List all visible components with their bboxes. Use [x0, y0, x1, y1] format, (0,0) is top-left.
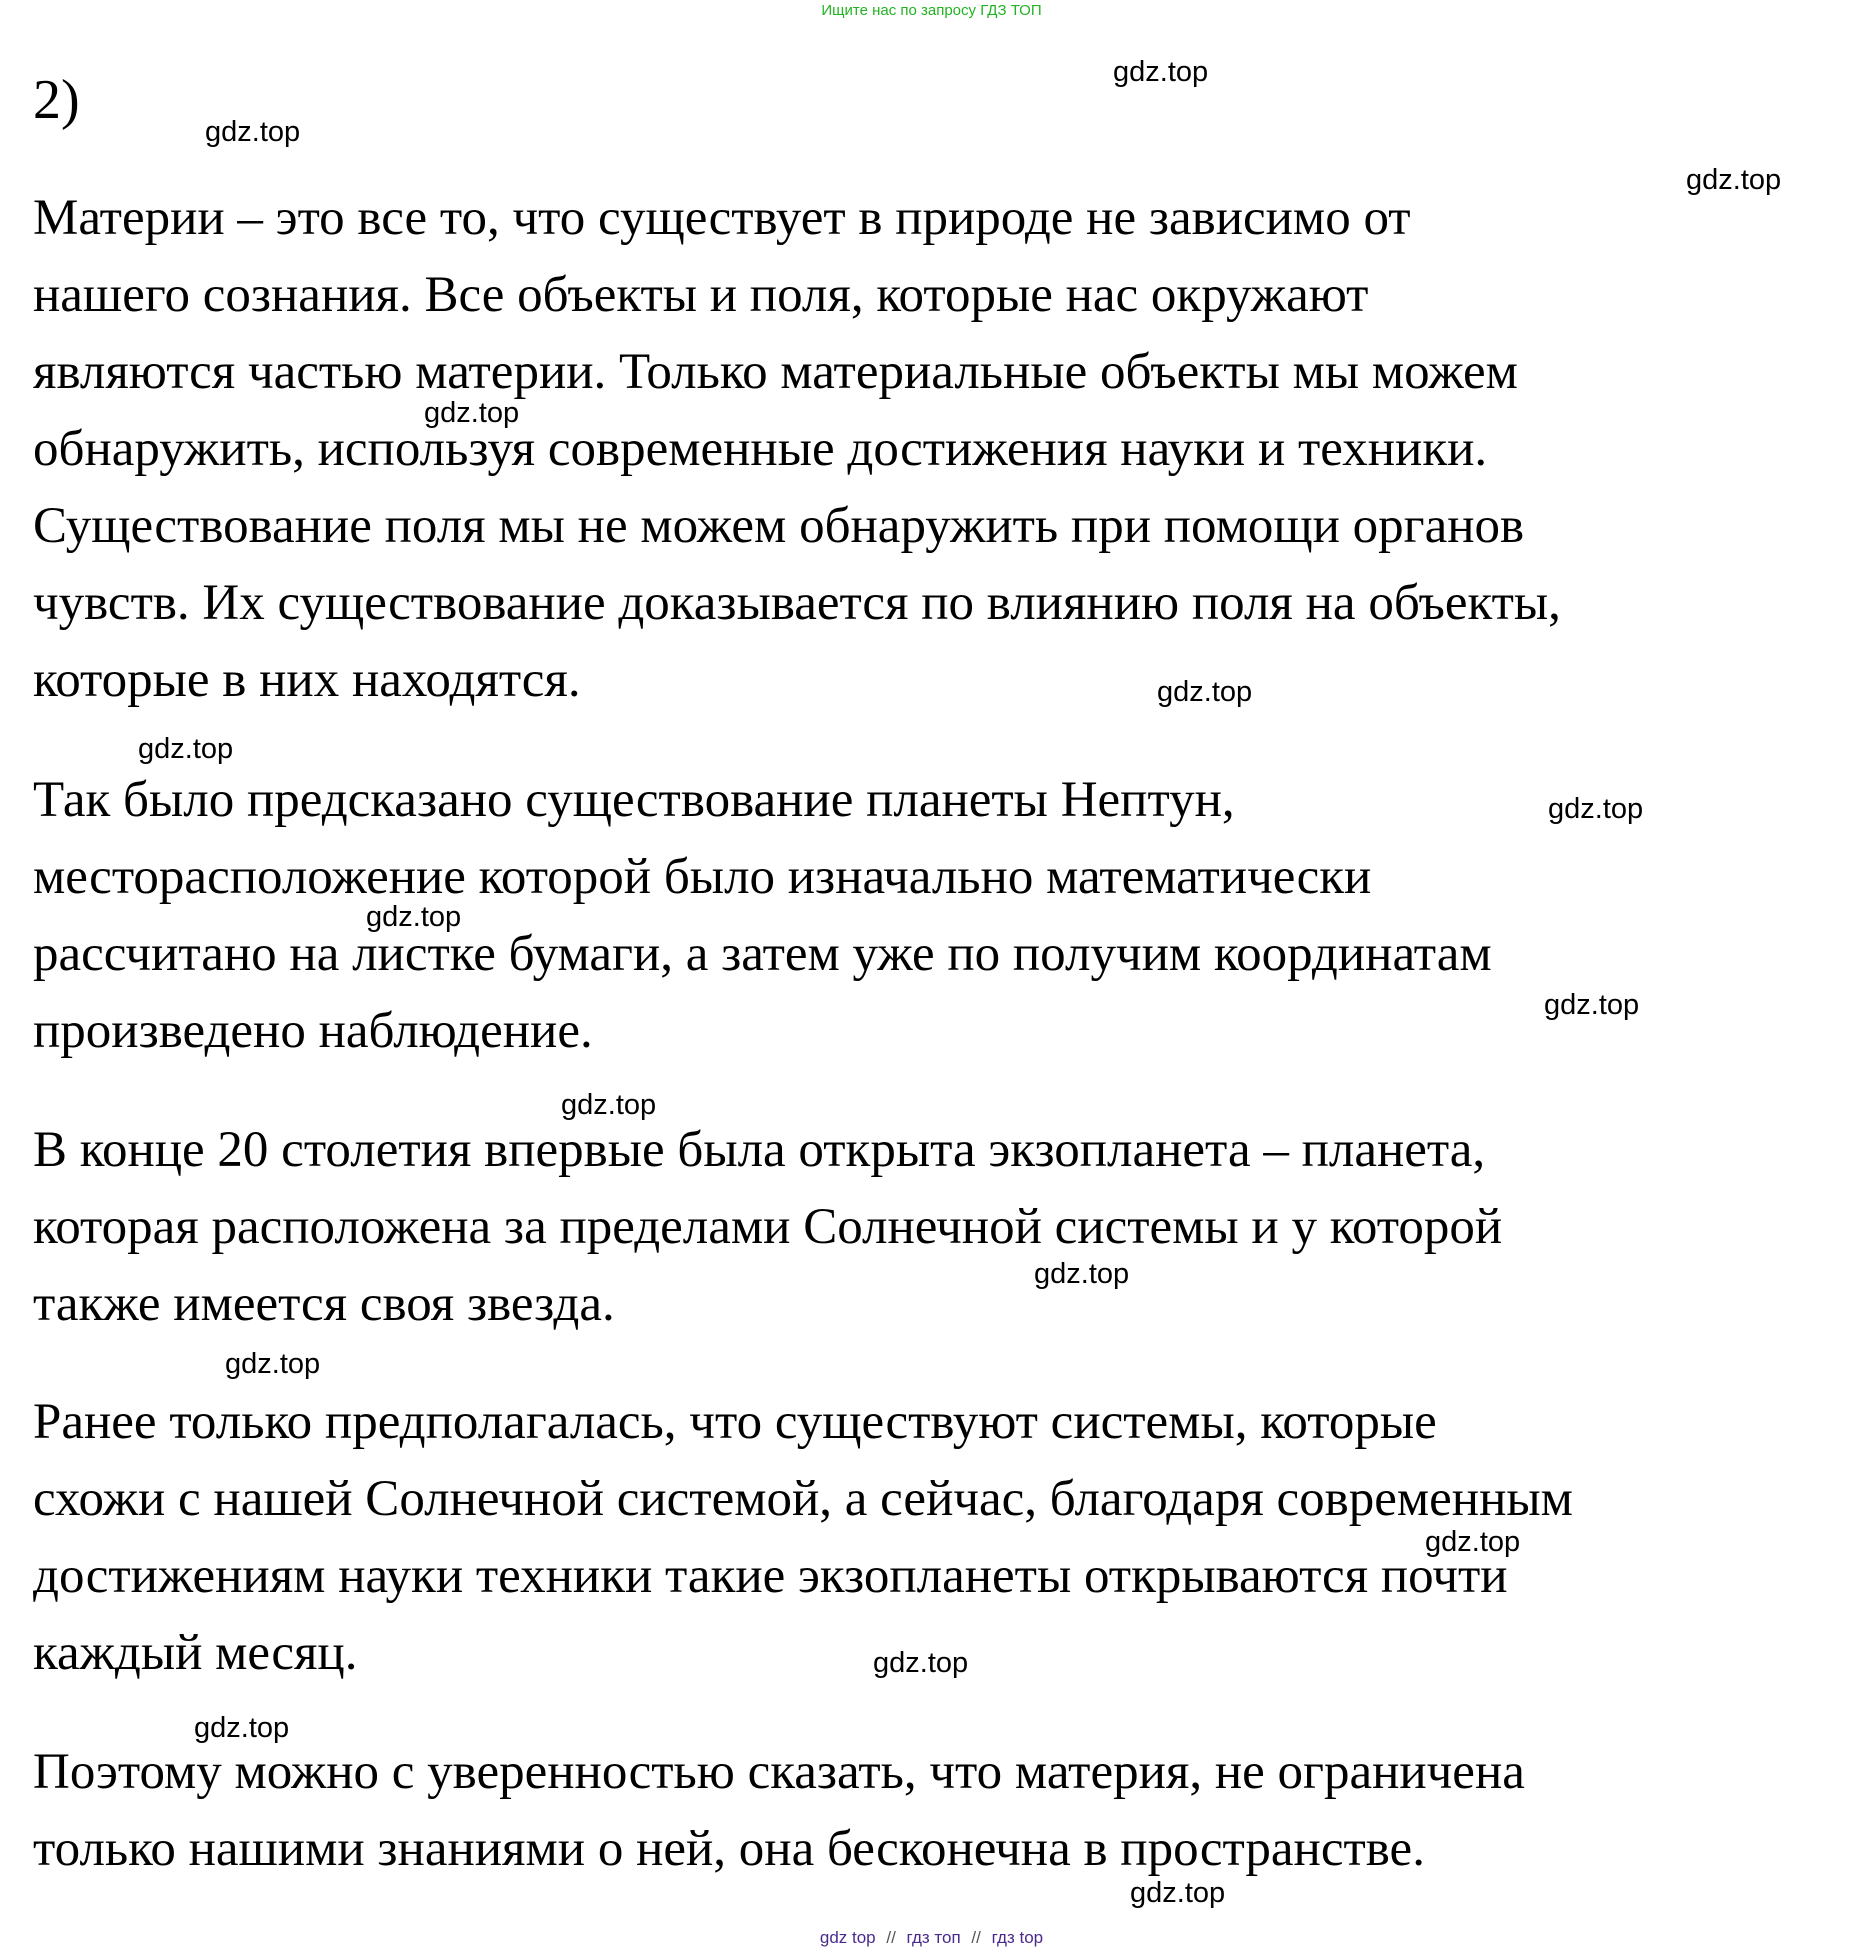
paragraph-matter-definition: Материи – это все то, что существует в природе не зависимо от нашего сознания. Все объекты и поля, которые нас окружают являются частью материи. Только материальные объекты мы можем обнаружить, используя современные достижения науки и техники. Существование поля мы не можем обнаружить при помощи органов чувств. Их существование доказывается по влиянию поля на объекты, которые в них находятся.: [33, 190, 1561, 708]
footer: [0, 1928, 1863, 1948]
paragraph-conclusion: Поэтому можно с уверенностью сказать, что материя, не ограничена только нашими знаниями о ней, она бесконечна в пространстве.: [33, 1744, 1525, 1877]
watermark: gdz.top: [1544, 989, 1640, 1021]
watermark: gdz.top: [424, 397, 520, 429]
watermark: gdz.top: [1548, 793, 1644, 825]
paragraph-solar-systems: Ранее только предполагалась, что существуют системы, которые схожи с нашей Солнечной системой, а сейчас, благодаря современным достижениям науки техники такие экзопланеты открываются почти каждый месяц.: [33, 1394, 1573, 1681]
watermark: gdz.top: [1425, 1526, 1521, 1558]
top-banner: Ищите нас по запросу ГДЗ ТОП: [821, 2, 1042, 19]
watermark: gdz.top: [873, 1647, 969, 1679]
watermark: gdz.top: [366, 901, 462, 933]
footer-link[interactable]: гдз top: [991, 1928, 1044, 1947]
watermark: gdz.top: [1034, 1258, 1130, 1290]
item-number: 2): [33, 69, 80, 131]
watermark: gdz.top: [138, 733, 234, 765]
watermark: gdz.top: [1686, 164, 1782, 196]
watermark: gdz.top: [205, 116, 301, 148]
watermark: gdz.top: [561, 1089, 657, 1121]
footer-separator: //: [971, 1928, 981, 1947]
footer-link[interactable]: гдз топ: [906, 1928, 961, 1947]
watermark: gdz.top: [225, 1348, 321, 1380]
watermark: gdz.top: [1157, 676, 1253, 708]
watermark: gdz.top: [194, 1712, 290, 1744]
watermark: gdz.top: [1130, 1877, 1226, 1909]
paragraph-exoplanet: В конце 20 столетия впервые была открыта экзопланета – планета, которая расположена за пределами Солнечной системы и у которой также имеется своя звезда.: [33, 1122, 1503, 1332]
footer-separator: //: [886, 1928, 896, 1947]
footer-link[interactable]: gdz top: [819, 1928, 876, 1947]
paragraph-neptune: Так было предсказано существование планеты Нептун, месторасположение которой было изначально математически рассчитано на листке бумаги, а затем уже по получим координатам произведено наблюдение.: [33, 772, 1492, 1059]
watermark: gdz.top: [1113, 56, 1209, 88]
